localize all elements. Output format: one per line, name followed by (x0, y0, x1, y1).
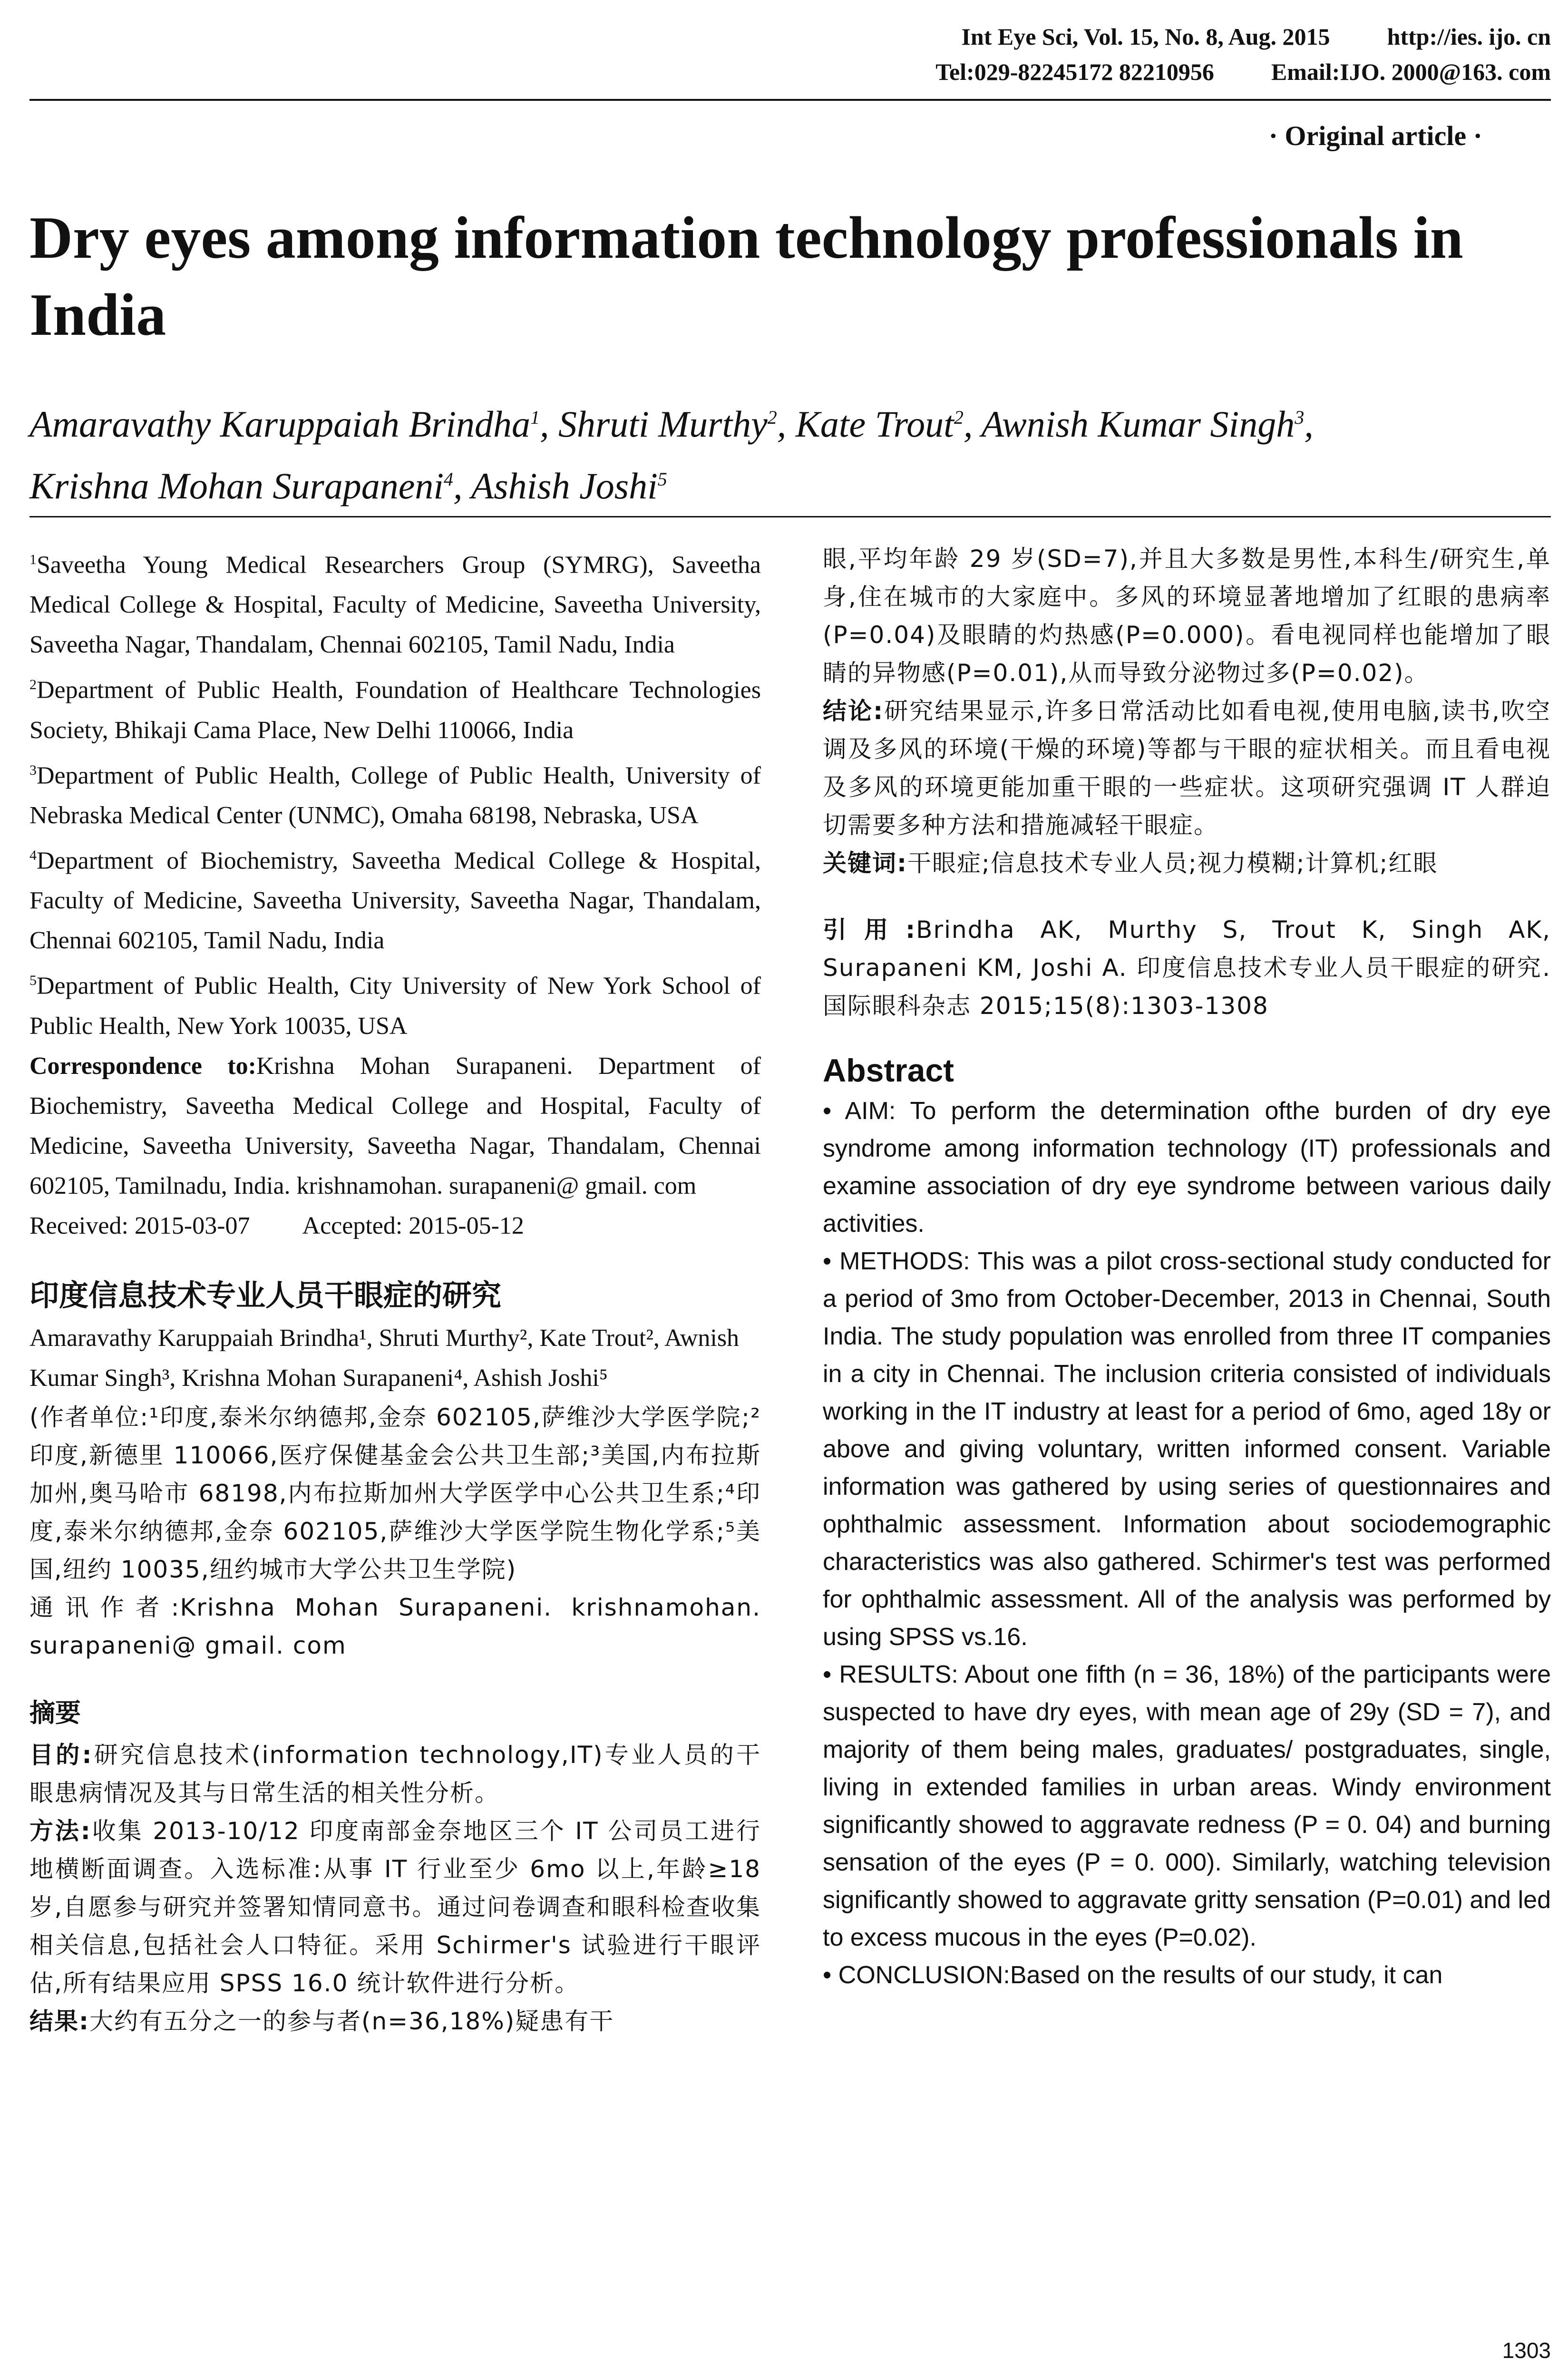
chinese-aim-label: 目的: (29, 1741, 93, 1769)
journal-citation: Int Eye Sci, Vol. 15, No. 8, Aug. 2015 (961, 23, 1330, 50)
affiliation-text: Department of Public Health, Foundation of Healthcare Technologies Society, Bhikaji Cama Place, New Delhi 110066, India (29, 676, 761, 744)
journal-header-line-1 (935, 19, 1551, 54)
chinese-conclusion (823, 692, 1551, 844)
chinese-results-text: 大约有五分之一的参与者(n=36,18%)疑患有干 (89, 2007, 614, 2035)
chinese-methods-label: 方法: (29, 1817, 91, 1845)
chinese-citation-label: 引用: (823, 916, 916, 944)
chinese-conclusion-label: 结论: (823, 697, 884, 725)
affiliation-text: Department of Biochemistry, Saveetha Medical College & Hospital, Faculty of Medicine, Saveetha University, Saveetha Nagar, Thandalam, Chennai 602105, Tamil Nadu, India (29, 847, 761, 955)
affiliation-number: 1 (29, 552, 37, 567)
accepted-date: Accepted: 2015-05-12 (302, 1212, 524, 1239)
author-sup: 1 (530, 407, 540, 428)
affiliation-item (29, 836, 761, 961)
chinese-citation-text: Brindha AK, Murthy S, Trout K, Singh AK, Surapaneni KM, Joshi A. 印度信息技术专业人员干眼症的研究. 国际眼科杂志 2015;15(8):1303-1308 (823, 916, 1551, 1020)
left-column (29, 540, 761, 2040)
abstract-body (823, 1092, 1551, 1994)
author-name: Ashish Joshi (471, 465, 658, 507)
chinese-aim-text: 研究信息技术(information technology,IT)专业人员的干眼患病情况及其与日常生活的相关性分析。 (29, 1741, 761, 1807)
author-sep: , (539, 403, 558, 445)
page-number: 1303 (1502, 2338, 1551, 2363)
journal-tel: Tel:029-82245172 82210956 (935, 58, 1214, 85)
author-name: Kate Trout (795, 403, 954, 445)
chinese-affiliation: (作者单位:¹印度,泰米尔纳德邦,金奈 602105,萨维沙大学医学院;²印度,新德里 110066,医疗保健基金会公共卫生部;³美国,内布拉斯加州,奥马哈市 68198,内布拉斯加州大学医学中心公共卫生系;⁴印度,泰米尔纳德邦,金奈 602105,萨维沙大学医学院生物化学系;⁵美国,纽约 10035,纽约城市大学公共卫生学院) (29, 1403, 761, 1583)
affiliation-item (29, 961, 761, 1046)
affiliation-item (29, 665, 761, 750)
journal-header (935, 19, 1551, 89)
abstract-methods (823, 1243, 1551, 1656)
correspondence (29, 1046, 761, 1206)
chinese-results-label: 结果: (29, 2007, 89, 2035)
affiliation-number: 4 (29, 847, 37, 863)
article-type: · Original article · (1268, 120, 1482, 151)
author-sup: 4 (444, 468, 454, 490)
correspondence-label: Correspondence to: (29, 1052, 256, 1080)
author-name: Krishna Mohan Surapaneni (29, 465, 444, 507)
author-sup: 3 (1295, 407, 1305, 428)
author-name: Awnish Kumar Singh (981, 403, 1295, 445)
header-divider (29, 99, 1551, 101)
abstract-results (823, 1656, 1551, 1957)
chinese-title: 印度信息技术专业人员干眼症的研究 (29, 1277, 502, 1313)
chinese-results (29, 2002, 761, 2040)
chinese-aim (29, 1736, 761, 1812)
affiliation-number: 2 (29, 677, 37, 693)
chinese-methods (29, 1812, 761, 2002)
author-list (29, 390, 1551, 514)
author-sep: , (777, 403, 796, 445)
chinese-conclusion-text: 研究结果显示,许多日常活动比如看电视,使用电脑,读书,吹空调及多风的环境(干燥的环境)等都与干眼的症状相关。而且看电视及多风的环境更能加重干眼的一些症状。这项研究强调 IT 人群迫切需要多种方法和措施减轻干眼症。 (823, 697, 1551, 839)
author-sup: 2 (954, 407, 964, 428)
abstract-conclusion-label: • CONCLUSION: (823, 1961, 1010, 1989)
chinese-keywords-text: 干眼症;信息技术专业人员;视力模糊;计算机;红眼 (907, 849, 1438, 877)
article-dates (29, 1206, 761, 1246)
affiliation-item (29, 750, 761, 836)
affiliation-number: 5 (29, 973, 37, 989)
abstract-methods-label: • METHODS: (823, 1247, 970, 1275)
abstract-methods-text: This was a pilot cross-sectional study conducted for a period of 3mo from October-December, 2013 in Chennai, South India. The study population was enrolled from three IT companies in a city in Chennai. The inclusion criteria consisted of individuals working in the IT industry at least for a period of 6mo, aged 18y or above and giving voluntary, written informed consent. Variable information was gathered by using series of questionnaires and ophthalmic assessment. Information about sociodemographic characteristics was also gathered. Schirmer's test was performed for ophthalmic assessment. All of the analysis was performed by using SPSS vs.16. (823, 1247, 1551, 1651)
authors-divider (29, 516, 1551, 517)
received-date: Received: 2015-03-07 (29, 1212, 250, 1239)
chinese-abstract-heading: 摘要 (29, 1697, 81, 1728)
author-name: Shruti Murthy (558, 403, 768, 445)
abstract-conclusion (823, 1957, 1551, 1994)
abstract-results-text: About one fifth (n = 36, 18%) of the participants were suspected to have dry eyes, with mean age of 29y (SD = 7), and majority of them being males, graduates/ postgraduates, single, living in extended families in urban areas. Windy environment significantly showed to aggravate redness (P = 0. 04) and burning sensation of the eyes (P = 0. 000). Similarly, watching television significantly showed to aggravate gritty sensation (P=0.01) and led to excess mucous in the eyes (P=0.02). (823, 1661, 1551, 1951)
right-column (823, 540, 1551, 1994)
chinese-correspondence-label: 通讯作者: (29, 1593, 180, 1621)
affiliation-number: 3 (29, 762, 37, 778)
affiliation-item (29, 540, 761, 665)
affiliation-text: Department of Public Health, College of Public Health, University of Nebraska Medical Center (UNMC), Omaha 68198, Nebraska, USA (29, 761, 761, 829)
journal-header-line-2 (935, 54, 1551, 89)
author-sup: 2 (767, 407, 777, 428)
journal-email[interactable]: Email:IJO. 2000@163. com (1271, 58, 1551, 85)
abstract-aim (823, 1092, 1551, 1243)
abstract-aim-text: To perform the determination ofthe burden of dry eye syndrome among information technology (IT) professionals and examine association of dry eye syndrome between various daily activities. (823, 1097, 1551, 1237)
author-sep: , (963, 403, 982, 445)
abstract-conclusion-text: Based on the results of our study, it can (1010, 1961, 1443, 1989)
chinese-citation (823, 911, 1551, 1025)
abstract-results-label: • RESULTS: (823, 1661, 958, 1688)
chinese-results-continued: 眼,平均年龄 29 岁(SD=7),并且大多数是男性,本科生/研究生,单身,住在城市的大家庭中。多风的环境显著地增加了红眼的患病率(P=0.04)及眼睛的灼热感(P=0.000)。看电视同样也能增加了眼睛的异物感(P=0.01),从而导致分泌物过多(P=0.02)。 (823, 545, 1551, 687)
affiliation-text: Saveetha Young Medical Researchers Group (SYMRG), Saveetha Medical College & Hospital, Faculty of Medicine, Saveetha University, Saveetha Nagar, Thandalam, Chennai 602105, Tamil Nadu, India (29, 551, 761, 659)
abstract-heading: Abstract (823, 1052, 954, 1089)
article-title: Dry eyes among information technology professionals in India (29, 205, 1463, 348)
chinese-correspondence (29, 1588, 761, 1665)
abstract-aim-label: • AIM: (823, 1097, 896, 1125)
author-name: Amaravathy Karuppaiah Brindha (29, 403, 530, 445)
chinese-authors: Amaravathy Karuppaiah Brindha¹, Shruti Murthy², Kate Trout², Awnish Kumar Singh³, Krishna Mohan Surapaneni⁴, Ashish Joshi⁵ (29, 1324, 740, 1392)
affiliation-text: Department of Public Health, City University of New York School of Public Health, New York 10035, USA (29, 972, 761, 1040)
chinese-keywords (823, 844, 1551, 882)
author-sup: 5 (657, 468, 667, 490)
correspondence-text: Krishna Mohan Surapaneni. Department of Biochemistry, Saveetha Medical College and Hospital, Faculty of Medicine, Saveetha University, Saveetha Nagar, Thandalam, Chennai 602105, Tamilnadu, India. krishnamohan. surapaneni@ gmail. com (29, 1052, 761, 1199)
author-sep: , (453, 465, 471, 507)
chinese-correspondence-text: Krishna Mohan Surapaneni. krishnamohan. surapaneni@ gmail. com (29, 1593, 761, 1659)
author-sep: , (1304, 403, 1314, 445)
journal-url[interactable]: http://ies. ijo. cn (1387, 23, 1551, 50)
chinese-methods-text: 收集 2013-10/12 印度南部金奈地区三个 IT 公司员工进行地横断面调查。入选标准:从事 IT 行业至少 6mo 以上,年龄≥18 岁,自愿参与研究并签署知情同意书。通过问卷调查和眼科检查收集相关信息,包括社会人口特征。采用 Schirmer's 试验进行干眼评估,所有结果应用 SPSS 16.0 统计软件进行分析。 (29, 1817, 761, 1997)
chinese-keywords-label: 关键词: (823, 849, 907, 877)
